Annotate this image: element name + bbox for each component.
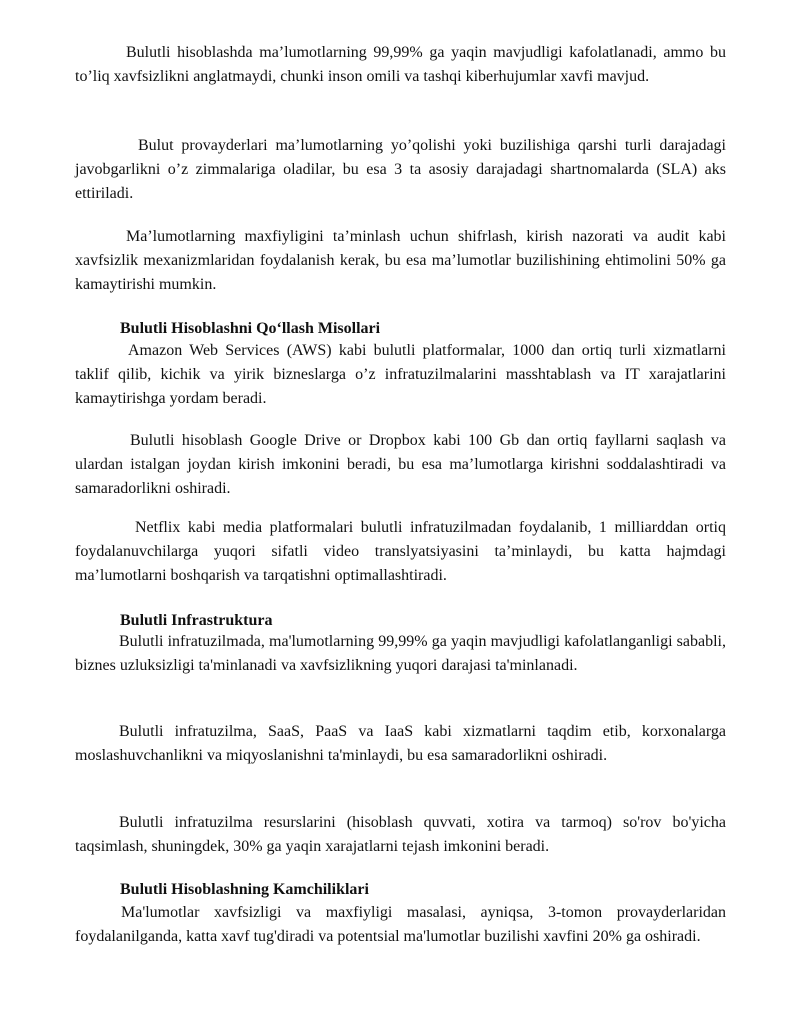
- paragraph: Ma'lumotlar xavfsizligi va maxfiyligi masalasi, ayniqsa, 3-tomon provayderlaridan foydalanilganda, katta xavf tug'diradi va potentsial ma'lumotlar buzilishi xavfini 20% ga oshiradi.: [75, 904, 726, 945]
- section-heading: Bulutli Hisoblashning Kamchiliklari: [120, 881, 369, 898]
- section-heading: Bulutli Hisoblashni Qo‘llash Misollari: [120, 320, 381, 337]
- paragraph: Bulutli hisoblash Google Drive or Dropbox kabi 100 Gb dan ortiq fayllarni saqlash va ulardan istalgan joydan kirish imkonini beradi, bu esa ma’lumotlarga kirishni soddalashtiradi va samaradorlikni oshiradi.: [75, 432, 726, 497]
- paragraph: Bulutli infratuzilma, SaaS, PaaS va IaaS kabi xizmatlarni taqdim etib, korxonalarga moslashuvchanlikni va miqyoslanishni ta'minlaydi, bu esa samaradorlikni oshiradi.: [75, 723, 726, 764]
- paragraph: Netflix kabi media platformalari bulutli infratuzilmadan foydalanib, 1 milliarddan ortiq foydalanuvchilarga yuqori sifatli video translyatsiyasini ta’minlaydi, bu katta hajmdagi ma’lumotlarni boshqarish va tarqatishni optimallashtiradi.: [75, 519, 726, 584]
- paragraph: Amazon Web Services (AWS) kabi bulutli platformalar, 1000 dan ortiq turli xizmatlarni taklif qilib, kichik va yirik bizneslarga o’z infratuzilmalarini masshtablash va IT xarajatlarini kamaytirishga yordam beradi.: [75, 342, 726, 407]
- paragraph: Bulutli infratuzilmada, ma'lumotlarning 99,99% ga yaqin mavjudligi kafolatlanganligi sababli, biznes uzluksizligi ta'minlanadi va xavfsizlikning yuqori darajasi ta'minlanadi.: [75, 633, 726, 674]
- section-heading: Bulutli Infrastruktura: [120, 612, 273, 629]
- paragraph: Bulutli infratuzilma resurslarini (hisoblash quvvati, xotira va tarmoq) so'rov bo'yicha taqsimlash, shuningdek, 30% ga yaqin xarajatlarni tejash imkonini beradi.: [75, 814, 726, 855]
- paragraph: Bulutli hisoblashda ma’lumotlarning 99,99% ga yaqin mavjudligi kafolatlanadi, ammo bu to’liq xavfsizlikni anglatmaydi, chunki inson omili va tashqi kiberhujumlar xavfi mavjud.: [75, 44, 726, 85]
- paragraph: Bulut provayderlari ma’lumotlarning yo’qolishi yoki buzilishiga qarshi turli darajadagi javobgarlikni o’z zimmalariga oladilar, bu esa 3 ta asosiy darajadagi shartnomalarda (SLA) aks ettiriladi.: [75, 137, 726, 202]
- paragraph: Ma’lumotlarning maxfiyligini ta’minlash uchun shifrlash, kirish nazorati va audit kabi xavfsizlik mexanizmlaridan foydalanish kerak, bu esa ma’lumotlar buzilishining ehtimolini 50% ga kamaytirishi mumkin.: [75, 228, 726, 293]
